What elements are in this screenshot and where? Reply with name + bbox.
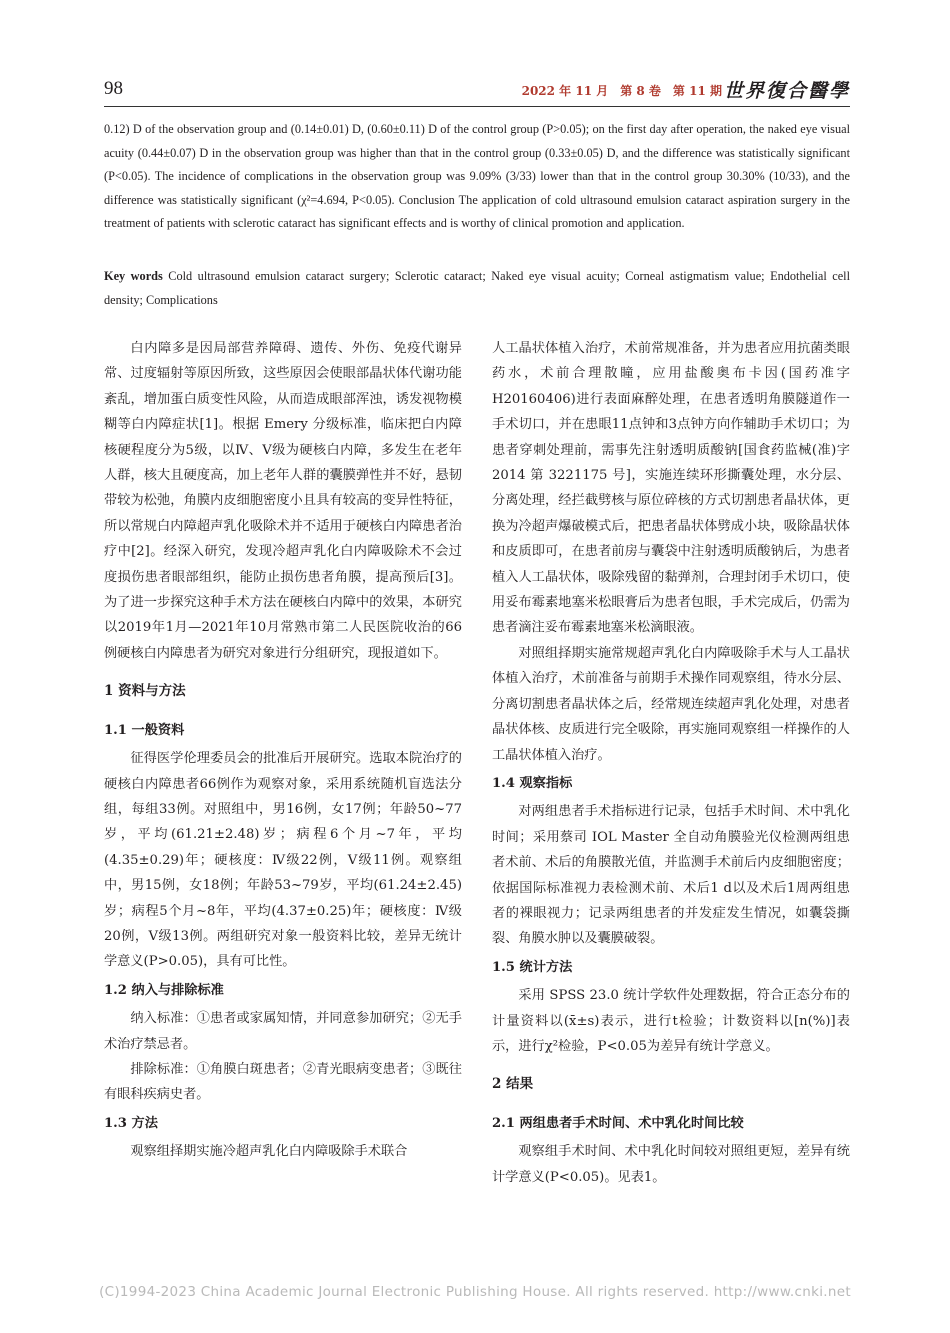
left-column	[104, 336, 462, 1165]
subsection-heading-result1: 2.1 两组患者手术时间、术中乳化时间比较	[492, 1115, 744, 1131]
page-number: 98	[104, 78, 123, 99]
journal-title: 世界復合醫學	[723, 80, 850, 102]
statistics-paragraph: 采用 SPSS 23.0 统计学软件处理数据，符合正态分布的计量资料以(x̄±s)表示，进行t检验；计数资料以[n(%)]表示，进行χ²检验，P<0.05为差异有统计学意义。	[492, 988, 850, 1054]
subsection-heading-general: 1.1 一般资料	[104, 722, 185, 738]
section-heading-results: 2 结果	[492, 1076, 534, 1093]
result1-paragraph: 观察组手术时间、术中乳化时间较对照组更短，差异有统计学意义(P<0.05)。见表1。	[492, 1144, 850, 1185]
subsection-heading-indicators: 1.4 观察指标	[492, 775, 573, 791]
keywords	[104, 265, 850, 312]
exclusion-criteria: 排除标准：①角膜白斑患者；②青光眼病变患者；③既往有眼科疾病史者。	[104, 1061, 462, 1103]
copyright-footer: (C)1994-2023 China Academic Journal Electronic Publishing House. All rights reserved. http://www.cnki.net	[99, 1284, 851, 1300]
section-heading-methods: 1 资料与方法	[104, 683, 186, 700]
general-info-paragraph: 征得医学伦理委员会的批准后开展研究。选取本院治疗的硬核白内障患者66例作为观察对象，采用系统随机盲选法分组，每组33例。对照组中，男16例，女17例；年龄50~77岁，平均(61.21±2.48)岁；病程6个月~7年，平均(4.35±0.29)年；硬核度：Ⅳ级22例，Ⅴ级11例。观察组中，男15例，女18例；年龄53~79岁，平均(61.24±2.45)岁；病程5个月~8年，平均(4.37±0.25)年；硬核度：Ⅳ级20例，Ⅴ级13例。两组研究对象一般资料比较，差异无统计学意义(P>0.05)，具有可比性。	[104, 751, 462, 970]
inclusion-criteria: 纳入标准：①患者或家属知情，并同意参加研究；②无手术治疗禁忌者。	[104, 1011, 462, 1052]
method-paragraph-start: 观察组择期实施冷超声乳化白内障吸除手术联合	[130, 1144, 408, 1160]
keywords-text: Cold ultrasound emulsion cataract surgery; Sclerotic cataract; Naked eye visual acuity; Corneal astigmatism value; Endothelial cell density; Complications	[104, 269, 850, 307]
subsection-heading-method: 1.3 方法	[104, 1115, 158, 1131]
subsection-heading-statistics: 1.5 统计方法	[492, 959, 573, 975]
indicators-paragraph: 对两组患者手术指标进行记录，包括手术时间、术中乳化时间；采用蔡司 IOL Master 全自动角膜验光仪检测两组患者术前、术后的角膜散光值，并监测手术前后内皮细胞密度；依据国际标准视力表检测术前、术后1 d以及术后1周两组患者的裸眼视力；记录两组患者的并发症发生情况，如囊袋撕裂、角膜水肿以及囊膜破裂。	[492, 804, 850, 947]
control-method-paragraph: 对照组择期实施常规超声乳化白内障吸除手术与人工晶状体植入治疗，术前准备与前期手术操作同观察组，待水分层、分离切割患者晶状体之后，经常规连续超声乳化处理，对患者晶状体核、皮质进行完全吸除，再实施同观察组一样操作的人工晶状体植入治疗。	[492, 645, 850, 763]
intro-paragraph: 白内障多是因局部营养障碍、遗传、外伤、免疫代谢异常、过度辐射等原因所致，这些原因会使眼部晶状体代谢功能紊乱，增加蛋白质变性风险，从而造成眼部浑浊，诱发视物模糊等白内障症状[1]。根据 Emery 分级标准，临床把白内障核硬程度分为5级，以Ⅳ、Ⅴ级为硬核白内障，多发生在老年人群，核大且硬度高，加上老年人群的囊膜弹性并不好，悬韧带较为松弛，角膜内皮细胞密度小且具有较高的变异性特征，所以常规白内障超声乳化吸除术并不适用于硬核白内障患者治疗中[2]。经深入研究，发现冷超声乳化白内障吸除术不会过度损伤患者眼部组织，能防止损伤患者角膜，提高预后[3]。为了进一步探究这种手术方法在硬核白内障中的效果，本研究以2019年1月—2021年10月常熟市第二人民医院收治的66例硬核白内障患者为研究对象进行分组研究，现报道如下。	[104, 341, 462, 661]
english-abstract: 0.12) D of the observation group and (0.14±0.01) D, (0.60±0.11) D of the control group (P>0.05); on the first day after operation, the naked eye visual acuity (0.44±0.07) D in the observation group was higher than that in the control group (0.33±0.05) D, and the difference was statistically significant (P<0.05). The incidence of complications in the observation group was 9.09% (3/33) lower than that in the control group 30.30% (10/33), and the difference was statistically significant (χ²=4.694, P<0.05). Conclusion The application of cold ultrasound emulsion cataract aspiration surgery in the treatment of patients with sclerotic cataract has significant effects and is worthy of clinical promotion and application.	[104, 122, 850, 231]
subsection-heading-criteria: 1.2 纳入与排除标准	[104, 982, 224, 998]
method-paragraph-continued: 人工晶状体植入治疗，术前常规准备，并为患者应用抗菌类眼药水，术前合理散瞳，应用盐酸奥布卡因(国药准字 H20160406)进行表面麻醉处理，在患者透明角膜隧道作一手术切口，并在患眼11点钟和3点钟方向作辅助手术切口；为患者穿刺处理前，需事先注射透明质酸钠[国食药监械(准)字 2014 第 3221175 号]，实施连续环形撕囊处理，水分层、分离处理，经拦截劈核与原位碎核的方式切割患者晶状体，更换为冷超声爆破模式后，把患者晶状体劈成小块，吸除晶状体和皮质即可，在患者前房与囊袋中注射透明质酸钠后，为患者植入人工晶状体，吸除残留的黏弹剂，合理封闭手术切口，使用妥布霉素地塞米松眼膏后为患者包眼，手术完成后，仍需为患者滴注妥布霉素地塞米松滴眼液。	[492, 341, 850, 636]
journal-issue-info: 2022 年 11 月 第 8 卷 第 11 期	[521, 84, 722, 98]
right-column	[492, 336, 850, 1190]
keywords-label: Key words	[104, 269, 163, 283]
page-header	[104, 78, 850, 107]
